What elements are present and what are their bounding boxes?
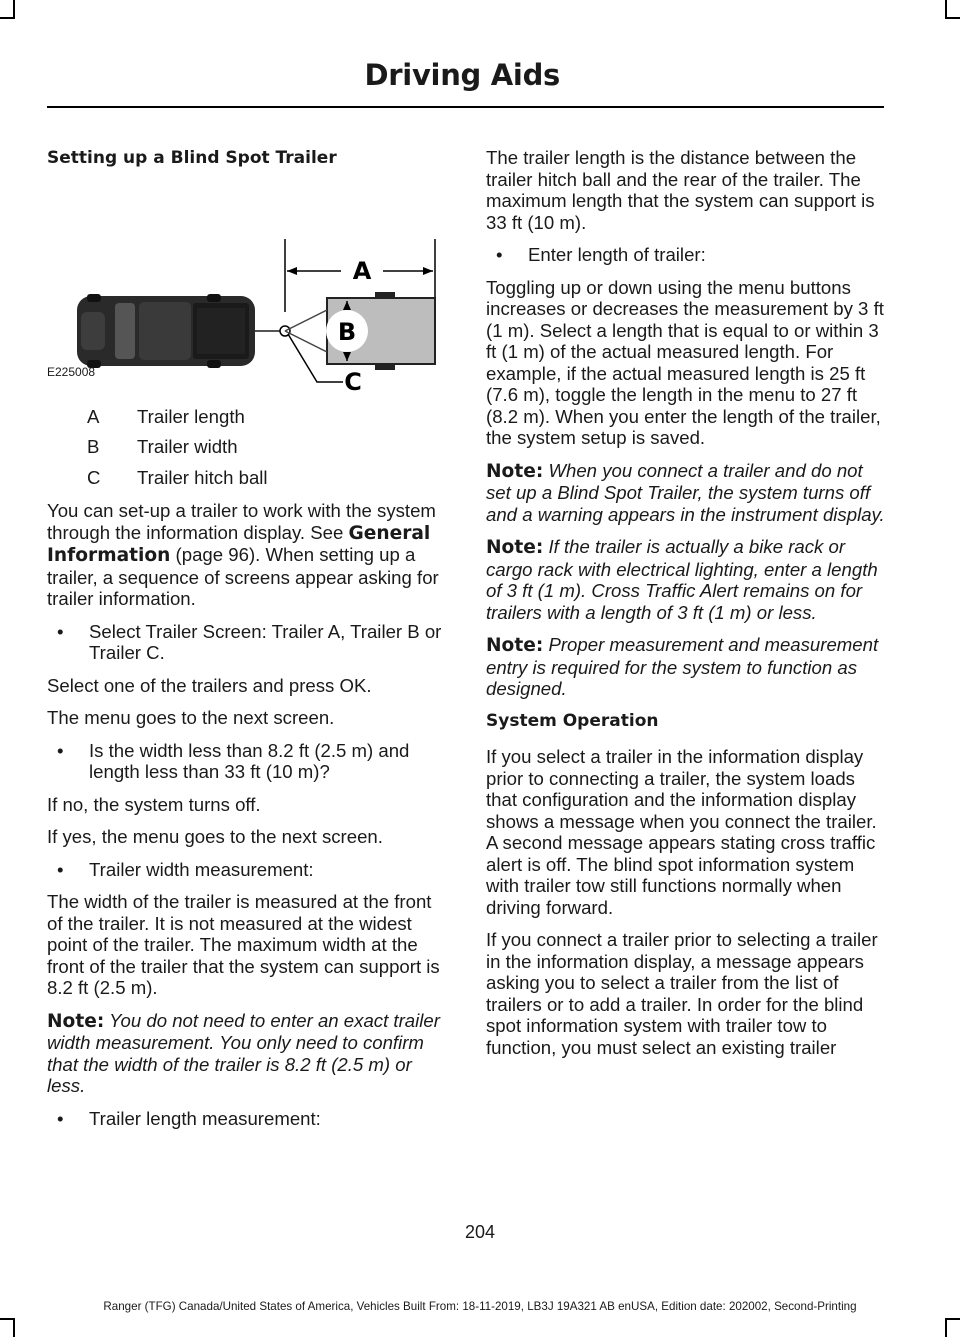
bullet-item: • Trailer width measurement: [57,858,314,880]
legend-key: B [87,436,100,457]
paragraph: The trailer length is the distance between the trailer hitch ball and the rear of the trailer. The maximum length that the system can support is 33 ft (10 m). [486,147,875,233]
bullet-item: • Select Trailer Screen: Trailer A, Trailer B or Trailer C. [57,620,442,663]
paragraph: If you select a trailer in the information display prior to connecting a trailer, the system loads that configuration and the information display shows a message when you connect the trailer. A second message appears stating cross traffic alert is off. The blind spot information system with trailer tow still functions normally when driving forward. [486,746,877,918]
truck-illustration [77,294,255,368]
legend-key: C [87,466,101,488]
label-c: C [344,367,362,396]
figure-legend [47,406,447,489]
figure-code: E225008 [47,365,96,379]
paragraph: The menu goes to the next screen. [47,707,335,728]
paragraph: If no, the system turns off. [47,793,261,815]
legend-row [47,467,447,489]
trailer-wheel [375,363,395,370]
section-heading: System Operation [486,710,659,731]
note: Note: If the trailer is actually a bike rack or cargo rack with electrical lighting, enter a length of 3 ft (1 m). Cross Traffic Alert remains on for trailers with a length of 3 ft (1 m) or less. [486,536,878,623]
label-b: B [337,317,357,346]
legend-row [47,436,447,458]
crop-mark [945,1319,947,1337]
cross-reference-link[interactable]: General Information [47,522,431,566]
bullet-glyph: • [57,858,64,880]
crop-mark [0,1318,15,1320]
paragraph: Toggling up or down using the menu buttons increases or decreases the measurement by 3 ft (1 m). Select a length that is equal to or within 3 ft (1 m) of the actual measured length. For example, if the actual measured length is 25 ft (7.6 m), toggle the length in the menu to 27 ft (8.2 m). When you enter the length of the trailer, the system setup is saved. [486,276,884,448]
paragraph: If you connect a trailer prior to selecting a trailer in the information display, a message appears asking you to select a trailer from the list of trailers or to add a trailer. In order for the blind spot information system with trailer tow to function, you must select an existing trailer [486,929,878,1058]
crop-mark [945,17,960,19]
paragraph: You can set-up a trailer to work with the system through the information display. See General Information (page 96). When setting up a trailer, a sequence of screens appear asking for trailer information. [47,500,439,609]
header-rule [47,106,884,108]
note: Note: You do not need to enter an exact trailer width measurement. You only need to confirm that the width of the trailer is 8.2 ft (2.5 m) or less. [47,1009,440,1096]
legend-value: Trailer width [137,436,238,457]
legend-value: Trailer length [137,405,245,427]
note-label: Note: [47,1010,105,1032]
page-title: Driving Aids [364,58,560,92]
crop-mark [13,1319,15,1337]
left-column [47,140,447,1140]
label-a: A [352,256,372,285]
right-column [486,147,886,1069]
trailer-diagram [47,184,447,396]
note-label: Note: [486,635,544,656]
legend-row [47,406,447,428]
legend-key: A [87,405,100,427]
legend-value: Trailer hitch ball [137,466,268,488]
crop-mark [945,0,947,18]
crop-mark [13,0,15,18]
bullet-glyph: • [57,620,64,642]
note-label: Note: [486,460,544,482]
arrow-head [423,267,433,275]
note-label: Note: [486,537,544,558]
bullet-glyph: • [57,1107,64,1129]
arrow-head [287,267,297,275]
bullet-glyph: • [496,244,503,265]
paragraph: Select one of the trailers and press OK. [47,674,372,696]
note: Note: When you connect a trailer and do not set up a Blind Spot Trailer, the system turns off and a warning appears in the instrument display. [486,459,885,525]
bullet-item: • Is the width less than 8.2 ft (2.5 m) and length less than 33 ft (10 m)? [57,739,410,782]
section-heading: Setting up a Blind Spot Trailer [47,148,337,168]
page-footer: Ranger (TFG) Canada/United States of America, Vehicles Built From: 18-11-2019, LB3J 19A321 AB enUSA, Edition date: 202002, Second-Printing [103,1300,857,1313]
crop-mark [0,17,15,19]
bullet-item: • Enter length of trailer: [496,244,706,265]
bullet-item: • Trailer length measurement: [57,1107,321,1129]
crop-mark [945,1318,960,1320]
paragraph: The width of the trailer is measured at the front of the trailer. It is not measured at the widest point of the trailer. The maximum width at the front of the trailer that the system can support is 8.2 ft (2.5 m). [47,891,440,998]
bullet-glyph: • [57,739,64,761]
trailer-diagram-svg [47,184,447,396]
paragraph: If yes, the menu goes to the next screen. [47,826,383,847]
page-number: 204 [464,1222,496,1242]
trailer-wheel [375,292,395,299]
note: Note: Proper measurement and measurement entry is required for the system to function as designed. [486,634,879,699]
